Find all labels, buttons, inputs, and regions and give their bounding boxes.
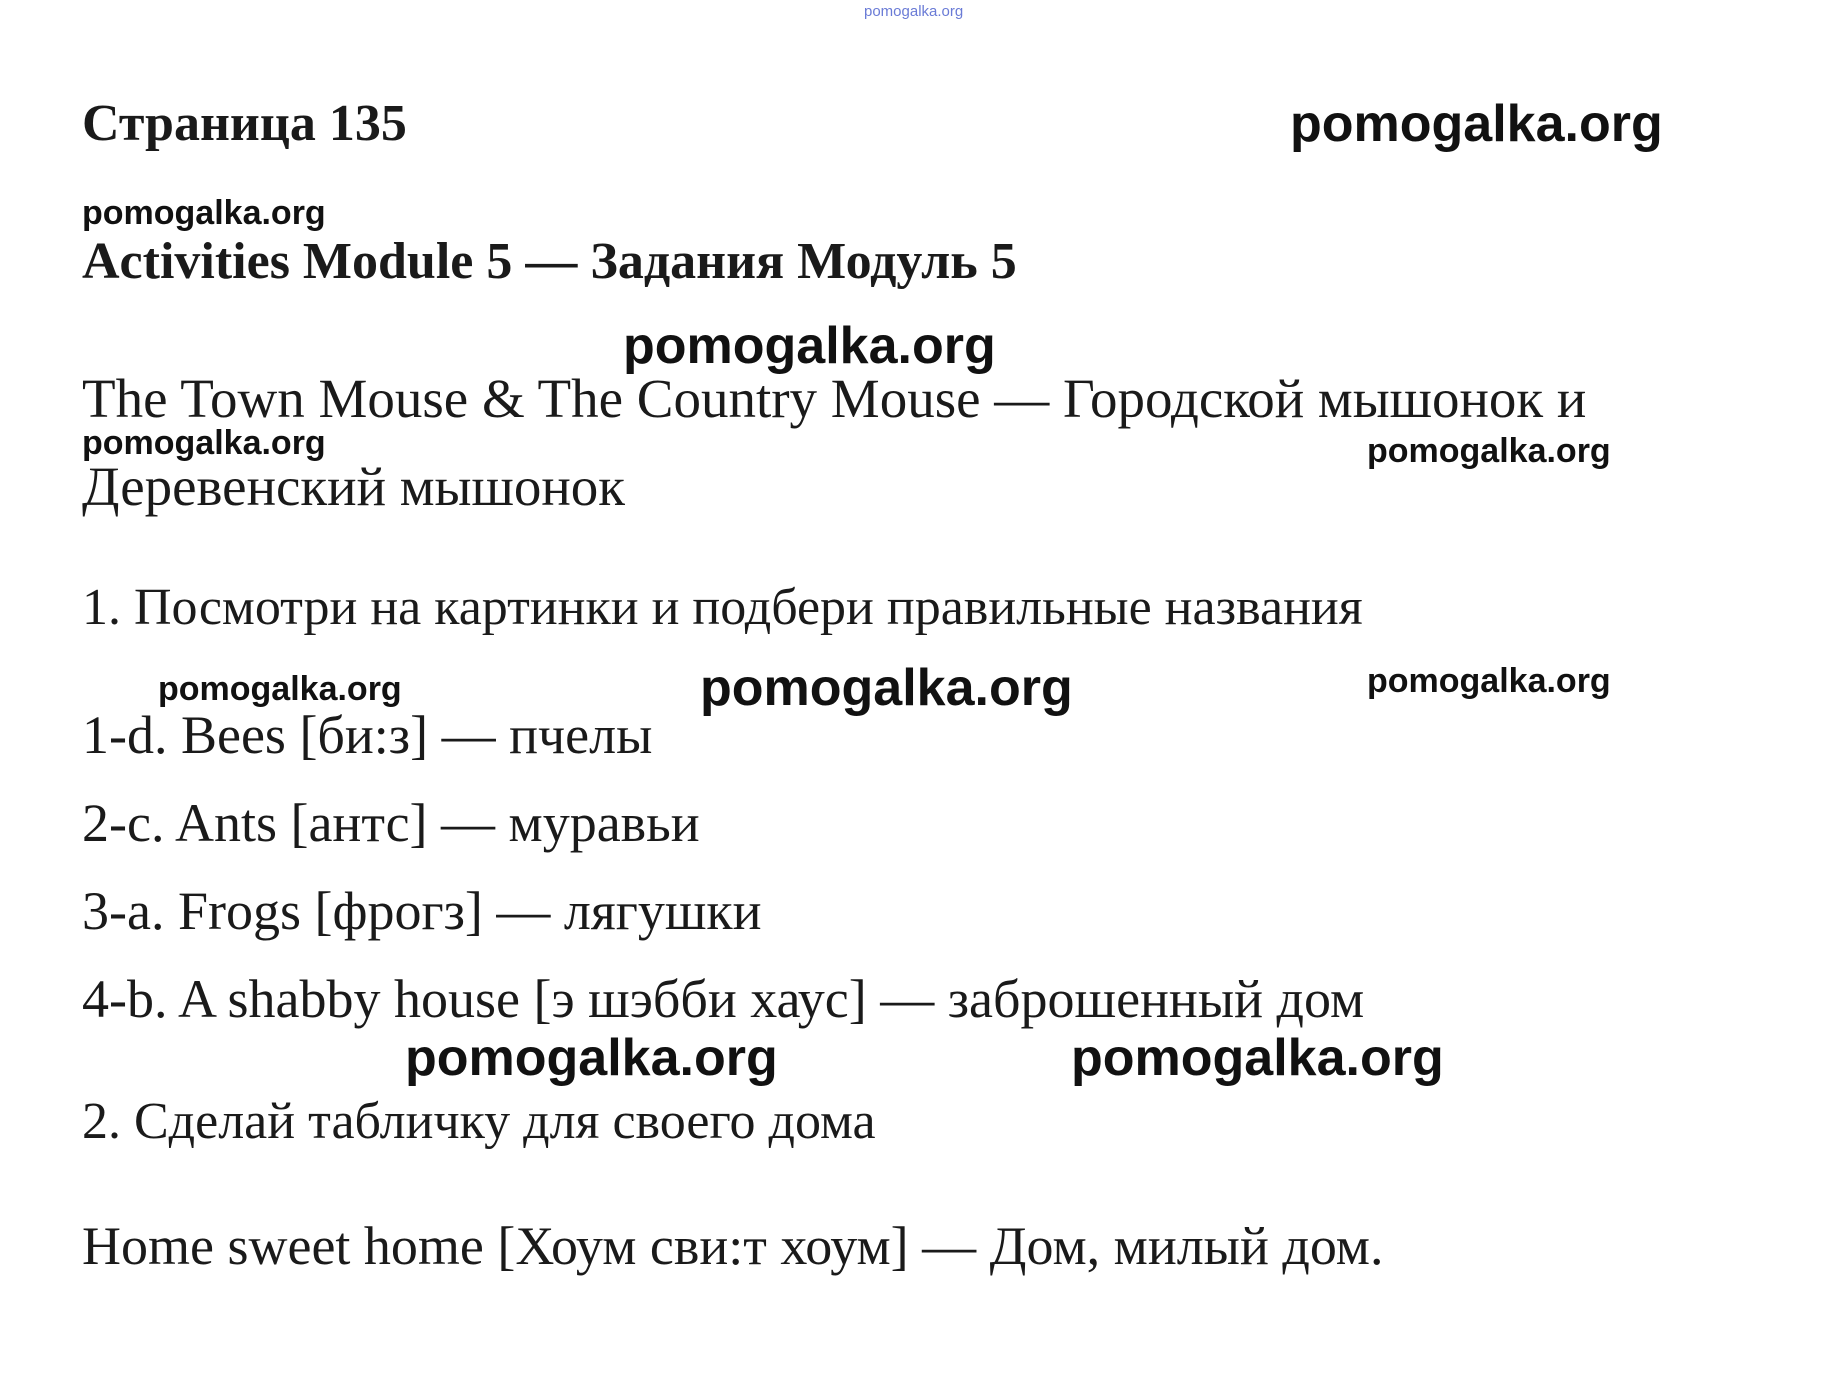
watermark: pomogalka.org	[623, 317, 996, 375]
watermark: pomogalka.org	[700, 659, 1073, 717]
task-1-heading: 1. Посмотри на картинки и подбери правильные названия	[82, 579, 1363, 636]
module-title: Activities Module 5 — Задания Модуль 5	[82, 233, 1017, 290]
answer-item: 3-a. Frogs [фрогз] — лягушки	[82, 881, 762, 941]
sign-text: Home sweet home [Хоум сви:т хоум] — Дом, милый дом.	[82, 1216, 1384, 1276]
watermark: pomogalka.org	[1367, 432, 1611, 470]
page-title: Страница 135	[82, 95, 407, 152]
watermark: pomogalka.org	[82, 424, 326, 462]
watermark: pomogalka.org	[1367, 662, 1611, 700]
answer-item: 4-b. A shabby house [э шэбби хаус] — заброшенный дом	[82, 969, 1365, 1029]
story-title-line-2: Деревенский мышонок	[82, 456, 626, 517]
story-title-line-1: The Town Mouse & The Country Mouse — Городской мышонок и	[82, 368, 1587, 429]
task-2-heading: 2. Сделай табличку для своего дома	[82, 1093, 876, 1150]
watermark: pomogalka.org	[1290, 95, 1663, 153]
answer-item: 1-d. Bees [би:з] — пчелы	[82, 705, 653, 765]
watermark: pomogalka.org	[1071, 1029, 1444, 1087]
answer-item: 2-c. Ants [антс] — муравьи	[82, 793, 700, 853]
top-watermark: pomogalka.org	[864, 3, 964, 20]
watermark: pomogalka.org	[405, 1029, 778, 1087]
watermark: pomogalka.org	[158, 670, 402, 708]
watermark: pomogalka.org	[82, 194, 326, 232]
